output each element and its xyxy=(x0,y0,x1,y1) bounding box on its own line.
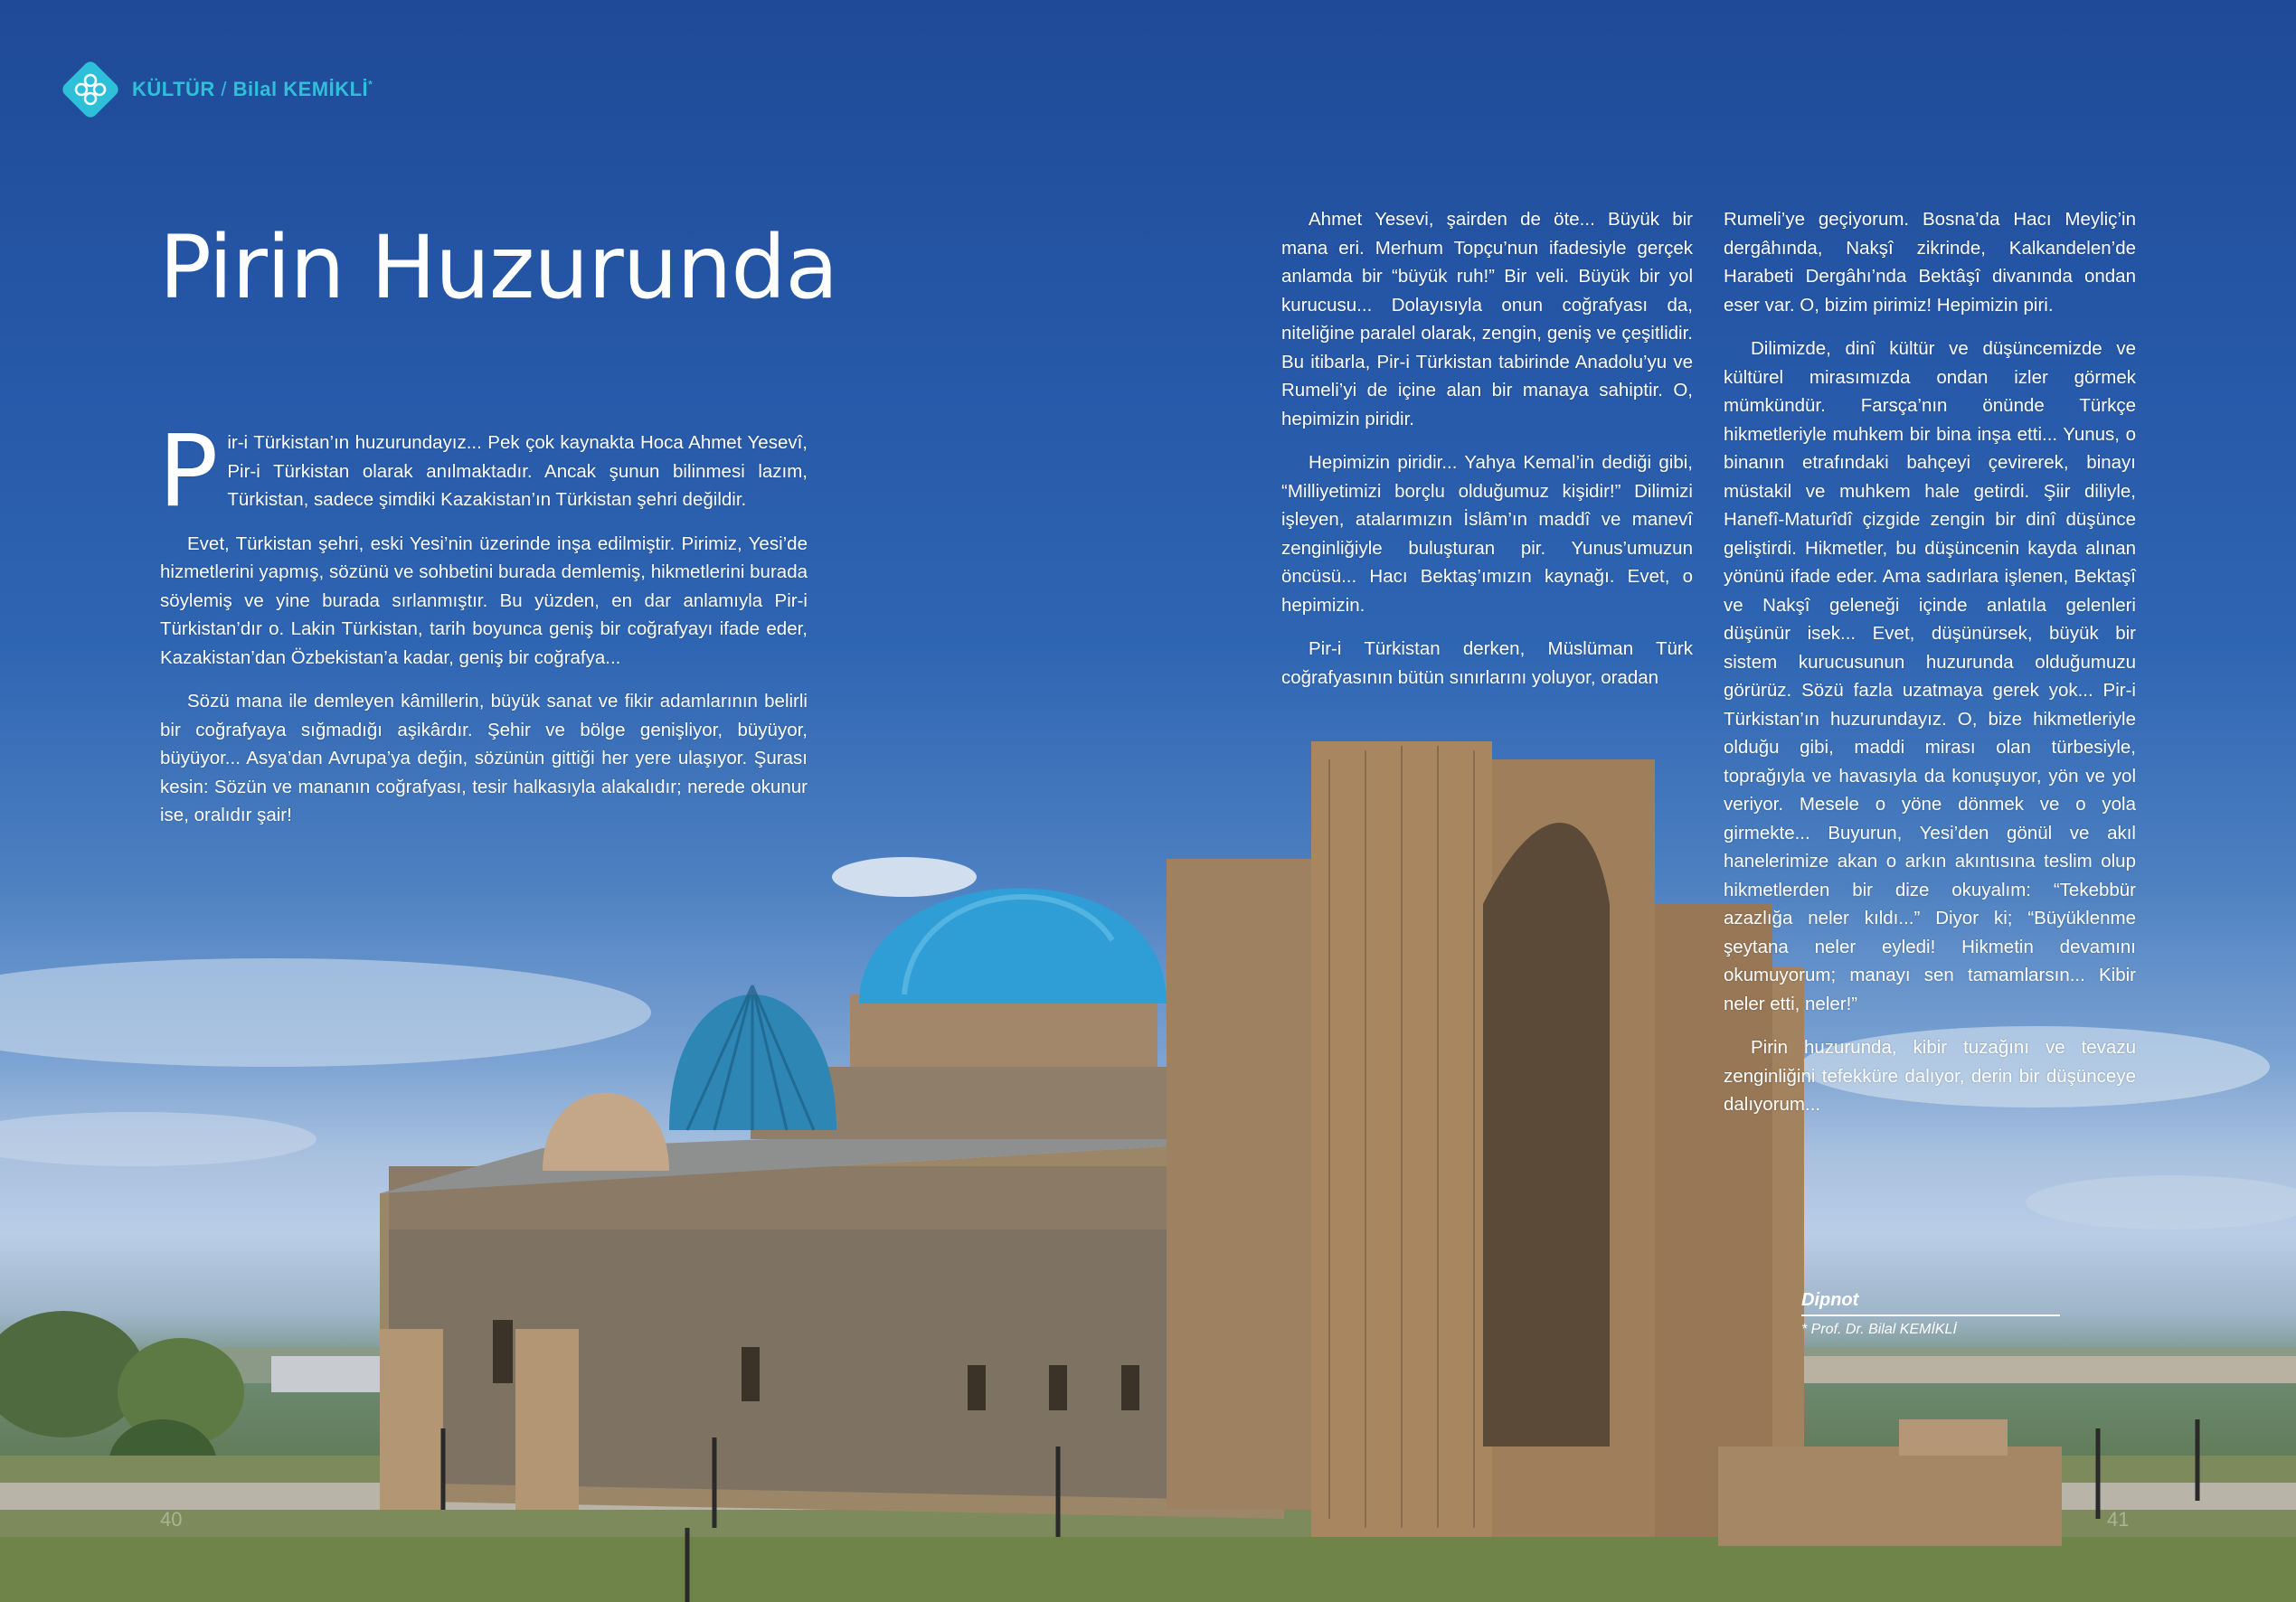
paragraph: Evet, Türkistan şehri, eski Yesi’nin üzerinde inşa edilmiştir. Pirimiz, Yesi’de hizmetlerini yapmış, sözünü ve sohbetini burada demlemiş, hikmetlerini burada söylemiş ve yine burada sırlanmıştır. Bu yüzden, en dar anlamıyla Pir-i Türkistan’dır o. Lakin Türkistan, tarih boyunca geniş bir coğrafyayı ifade eder, Kazakistan’dan Özbekistan’a kadar, geniş bir coğrafya... xyxy=(160,532,808,668)
article-column-1 xyxy=(158,413,808,845)
author-name: Bilal KEMİKLİ xyxy=(232,78,369,100)
magazine-logo-icon xyxy=(60,59,121,120)
section-label xyxy=(132,78,373,101)
section-separator: / xyxy=(214,78,233,100)
paragraph xyxy=(158,413,808,529)
footnote-title: Dipnot xyxy=(1801,1290,2060,1316)
paragraph: Dilimizde, dinî kültür ve düşüncemizde ve kültürel mirasımızda ondan izler görmek mümkündür. Farsça’nın önünde Türkçe hikmetleriyle muhkem bir bina inşa etti... Yunus, o binanın etrafındaki bahçeyi çevirerek, binayı müstakil ve muhkem hale getirdi. Şiir diliyle, Hanefî-Maturîdî çizgide zengin bir dinî düşünce geliştirdi. Hikmetler, bu düşüncenin kayda alınan yönünü ifade eder. Ama sadırlara işlenen, Bektaşî ve Nakşî geleneği içinde anlatıla gelenleri düşünür isek... Evet, düşünürsek, büyük bir sistem kurucusunun huzurunda olduğumuzu görürüz. Sözü fazla uzatmaya gerek yok... Pir-i Türkistan’ın huzurundayız. O, bize hikmetleriyle olduğu gibi, maddi mirası olan türbesiyle, toprağıyla ve havasıyla da konuşuyor, yön ve yol veriyor. Mesele o yöne dönmek ve o yola girmekte... Buyurun, Yesi’den gönül ve akıl hanelerimize akan o arkın akıntısına teslim olup hikmetlerden bir dize okuyalım: “Tekebbür azazlığa neler kıldı...” Diyor ki; “Büyüklenme şeytana neler eyledi! Hikmetin devamını okumuyorum; manayı sen tamamlarsın... Kibir neler etti, neler!” xyxy=(1724,338,2136,1014)
article-column-3 xyxy=(1724,205,2136,1135)
paragraph: Pirin huzurunda, kibir tuzağını ve tevazu zenginliğini tefekküre dalıyor, derin bir düşünceye dalıyorum... xyxy=(1724,1037,2136,1115)
paragraph: Ahmet Yesevi, şairden de öte... Büyük bir mana eri. Merhum Topçu’nun ifadesiyle gerçek anlamda bir “büyük ruh!” Bir veli. Büyük bir yol kurucusu... Dolayısıyla onun coğrafyası da, niteliğine paralel olarak, zengin, geniş ve çeşitlidir. Bu itibarla, Pir-i Türkistan tabirinde Anadolu’yu ve Rumeli’yi de içine alan bir manaya sahiptir. O, hepimizin piridir. xyxy=(1281,209,1693,429)
article-column-2 xyxy=(1281,205,1693,707)
paragraph: Hepimizin piridir... Yahya Kemal’in dediği gibi, “Milliyetimizi borçlu olduğumuz kişidir!” Dilimizi işleyen, atalarımızın İslâm’ın maddî ve manevî zenginliğiyle buluşturan pir. Yunus’umuzun öncüsü... Hacı Bektaş’ımızın kaynağı. Evet, o hepimizin. xyxy=(1281,452,1693,616)
section-name: KÜLTÜR xyxy=(132,78,215,100)
page-number-right: 41 xyxy=(2107,1508,2130,1531)
paragraph: Rumeli’ye geçiyorum. Bosna’da Hacı Meyliç’in dergâhında, Nakşî zikrinde, Kalkandelen’de Harabeti Dergâhı’nda Bektâşî divanında ondan eser var. O, bizim pirimiz! Hepimizin piri. xyxy=(1724,209,2136,316)
drop-cap: P xyxy=(158,413,219,529)
page-number-left: 40 xyxy=(160,1508,183,1531)
paragraph: Sözü mana ile demleyen kâmillerin, büyük sanat ve fikir adamlarının belirli bir coğrafyaya sığmadığı aşikârdır. Şehir ve bölge genişliyor, büyüyor, büyüyor... Asya’dan Avrupa’ya değin, sözünün gittiği her yere ulaşıyor. Şurası kesin: Sözün ve mananın coğrafyası, tesir halkasıyla alakalıdır; nerede okunur ise, oralıdır şair! xyxy=(160,691,808,825)
footnote xyxy=(1801,1290,2060,1338)
section-header xyxy=(60,58,373,121)
author-footnote-mark: * xyxy=(368,78,373,91)
paragraph: Pir-i Türkistan derken, Müslüman Türk coğrafyasının bütün sınırlarını yoluyor, oradan xyxy=(1281,638,1693,688)
article-title: Pirin Huzurunda xyxy=(159,217,838,318)
footnote-text: * Prof. Dr. Bilal KEMİKLİ xyxy=(1801,1322,1957,1337)
paragraph-text: ir-i Türkistan’ın huzurundayız... Pek çok kaynakta Hoca Ahmet Yesevî, Pir-i Türkistan olarak anılmaktadır. Ancak şunun bilinmesi lazım, Türkistan, sadece şimdiki Kazakistan’ın Türkistan şehri değildir. xyxy=(227,432,808,510)
